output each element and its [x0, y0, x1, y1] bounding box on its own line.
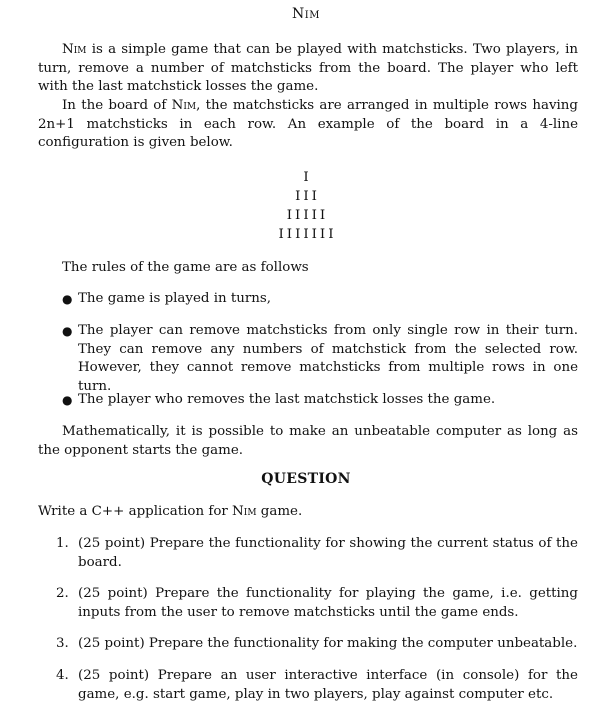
bullet-icon: ●: [62, 324, 73, 338]
task-text: (25 point) Prepare the functionality for playing the game, i.e. getting inputs from the user to remove matchsticks until the game ends.: [78, 586, 578, 620]
matchstick-board: [0, 168, 612, 244]
task-number: 2.: [56, 586, 69, 601]
rule-text: The player who removes the last matchstick losses the game.: [78, 392, 496, 407]
task-number: 1.: [56, 536, 69, 551]
game-name: Nim: [62, 42, 87, 57]
rule-list-2: [62, 322, 578, 396]
math-paragraph: [38, 423, 578, 460]
board-row-3: IIIII: [286, 208, 329, 223]
page-title: Nim: [292, 6, 320, 22]
task-item-4: [56, 667, 578, 704]
intro-text-2-start: In the board of: [62, 98, 172, 113]
prompt-text-start: Write a C++ application for: [38, 504, 233, 519]
game-name-2: Nim: [171, 98, 197, 113]
intro-paragraph-1: [38, 41, 578, 97]
task-text: (25 point) Prepare the functionality for showing the current status of the board.: [78, 536, 578, 570]
task-item-2: [56, 585, 578, 622]
question-heading: QUESTION: [261, 471, 351, 487]
rule-list-1: [62, 290, 578, 309]
intro-text-2-end: , the matchsticks are arranged in multiple rows having 2n+1 matchsticks in each row. An example of the board in a 4-line configuration is given below.: [38, 98, 578, 151]
rule-text: The game is played in turns,: [78, 291, 272, 306]
task-text: (25 point) Prepare an user interactive interface (in console) for the game, e.g. start game, play in two players, play against computer etc.: [78, 668, 578, 702]
task-text: (25 point) Prepare the functionality for making the computer unbeatable.: [78, 636, 578, 651]
board-row-2: III: [295, 189, 320, 204]
task-item-1: [56, 535, 578, 572]
bullet-icon: ●: [62, 292, 73, 306]
rules-intro: The rules of the game are as follows: [62, 260, 309, 275]
intro-paragraph-2: [38, 97, 578, 153]
board-row-4: IIIIIII: [278, 227, 337, 242]
task-number: 3.: [56, 636, 69, 651]
bullet-icon: ●: [62, 393, 73, 407]
rule-item: [62, 391, 578, 410]
task-item-3: [56, 635, 578, 654]
rule-text: The player can remove matchsticks from only single row in their turn. They can remove any numbers of matchstick from the selected row. However, they cannot remove matchsticks from multiple rows in one turn.: [78, 323, 578, 394]
prompt-text-end: game.: [256, 504, 303, 519]
rule-list-3: [62, 391, 578, 410]
task-number: 4.: [56, 668, 69, 683]
intro-text-1: is a simple game that can be played with matchsticks. Two players, in turn, remove a number of matchsticks from the board. The player who left with the last matchstick losses the game.: [38, 42, 578, 95]
question-prompt: [38, 503, 302, 522]
rule-item: [62, 290, 578, 309]
math-text: Mathematically, it is possible to make an unbeatable computer as long as the opponent starts the game.: [38, 424, 578, 458]
board-row-1: I: [303, 170, 312, 185]
prompt-game-name: Nim: [232, 504, 257, 519]
rule-item: [62, 322, 578, 396]
